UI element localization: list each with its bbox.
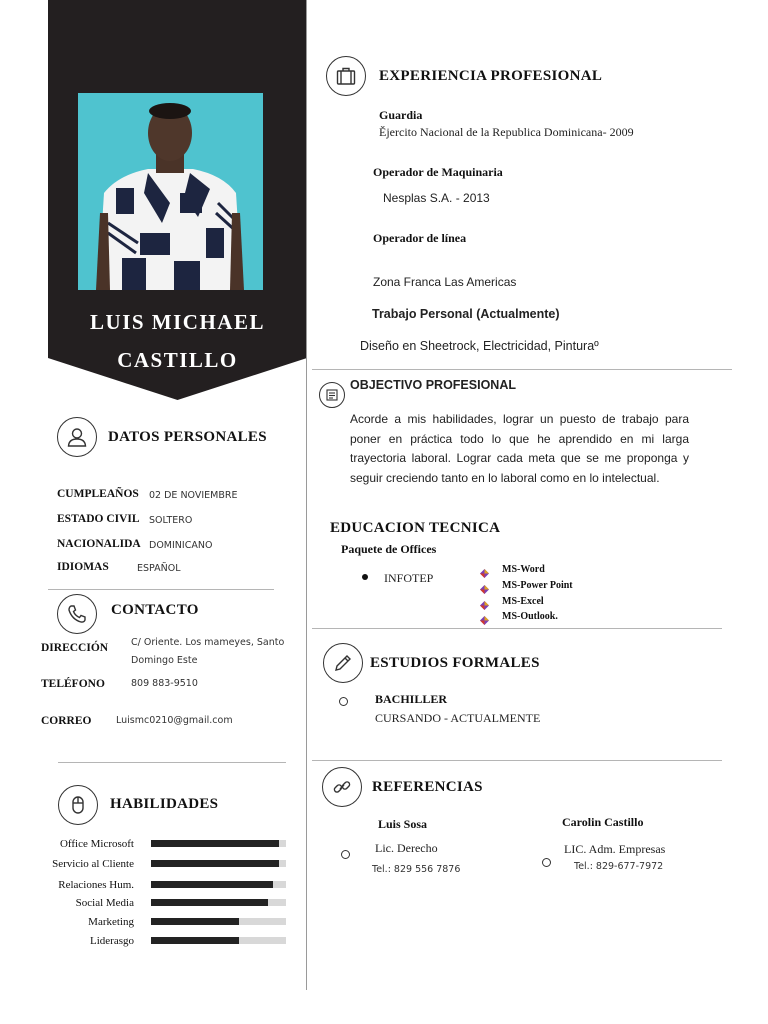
skill-bar-track <box>151 840 286 847</box>
objective-title: OBJECTIVO PROFESIONAL <box>350 378 516 392</box>
phone-label: TELÉFONO <box>41 678 105 690</box>
bullet-diamond-icon <box>480 581 488 589</box>
objective-text: Acorde a mis habilidades, lograr un puesto de trabajo para poner en práctica todo lo que he aprendido en mi larga trayectoria laboral. Lograr cada meta que se me proponga y seguir creciendo tanto en lo laboral como en lo intelectual. <box>350 412 689 485</box>
job-1-detail: Ějercito Nacional de la Republica Dominicana- 2009 <box>379 125 634 139</box>
marital-label: ESTADO CIVIL <box>57 513 140 525</box>
pencil-icon <box>323 643 363 683</box>
last-name: CASTILLO <box>117 348 238 372</box>
address-label: DIRECCIÓN <box>41 642 109 654</box>
skill-label: Social Media <box>75 897 134 909</box>
job-3-title: Operador de línea <box>373 231 467 245</box>
profile-photo <box>78 93 263 290</box>
ref-1-phone: Tel.: 829 556 7876 <box>372 864 461 875</box>
first-name: LUIS MICHAEL <box>90 310 265 334</box>
email-value: Luismc0210@gmail.com <box>116 715 233 726</box>
nationality-label: NACIONALIDA <box>57 538 141 550</box>
ref-2-bullet <box>542 858 551 867</box>
bullet-diamond-icon <box>480 565 488 573</box>
languages-value: ESPAÑOL <box>137 563 181 574</box>
contact-title: CONTACTO <box>111 602 199 618</box>
formal-bullet <box>339 697 348 706</box>
briefcase-icon <box>326 56 366 96</box>
job-4-title: Trabajo Personal (Actualmente) <box>372 307 560 321</box>
nationality-value: DOMINICANO <box>149 540 213 551</box>
bullet-diamond-icon <box>480 597 488 605</box>
divider-tech <box>312 628 722 629</box>
office-item: MS-Word <box>502 564 545 575</box>
experience-title: EXPERIENCIA PROFESIONAL <box>379 68 603 84</box>
skill-label: Servicio al Cliente <box>52 858 134 870</box>
skill-label: Liderasgo <box>90 935 134 947</box>
birthday-value: 02 DE NOVIEMBRE <box>149 490 238 501</box>
office-item: MS-Outlook. <box>502 611 558 622</box>
divider-experience <box>312 369 732 370</box>
job-4-detail: Diseño en Sheetrock, Electricidad, Pinturaº <box>360 339 599 353</box>
references-title: REFERENCIAS <box>372 779 483 795</box>
skill-label: Relaciones Hum. <box>58 879 134 891</box>
tech-education-subtitle: Paquete de Offices <box>341 542 437 556</box>
skill-bar-track <box>151 918 286 925</box>
address-line2: Domingo Este <box>131 655 198 666</box>
tech-institution: INFOTEP <box>384 571 434 585</box>
skill-bar-fill <box>151 860 279 867</box>
ref-1-bullet <box>341 850 350 859</box>
ref-2-role: LIC. Adm. Empresas <box>564 842 666 856</box>
skill-label: Marketing <box>88 916 134 928</box>
job-1-title: Guardia <box>379 108 423 122</box>
birthday-label: CUMPLEAÑOS <box>57 488 139 500</box>
personal-title: DATOS PERSONALES <box>108 429 267 445</box>
document-icon <box>319 382 345 408</box>
skill-label: Office Microsoft <box>59 838 134 850</box>
mouse-icon <box>58 785 98 825</box>
link-icon <box>322 767 362 807</box>
skill-bar-track <box>151 899 286 906</box>
office-item: MS-Power Point <box>502 580 573 591</box>
skill-bar-fill <box>151 918 239 925</box>
job-3-detail: Zona Franca Las Americas <box>373 275 517 289</box>
ref-1-role: Lic. Derecho <box>375 841 438 855</box>
divider-personal <box>48 589 274 590</box>
ref-2-phone: Tel.: 829-677-7972 <box>574 861 664 872</box>
skill-bar-fill <box>151 840 279 847</box>
skill-bar-fill <box>151 881 273 888</box>
skill-bar-track <box>151 860 286 867</box>
user-icon <box>57 417 97 457</box>
bullet-diamond-icon <box>480 612 488 620</box>
divider-contact <box>58 762 286 763</box>
ref-2-name: Carolin Castillo <box>562 815 644 829</box>
phone-icon <box>57 594 97 634</box>
column-divider <box>306 0 307 990</box>
divider-formal <box>312 760 722 761</box>
address-line1: C/ Oriente. Los mameyes, Santo <box>131 637 285 648</box>
skill-bar-fill <box>151 899 268 906</box>
formal-status: CURSANDO - ACTUALMENTE <box>375 711 541 725</box>
phone-value: 809 883-9510 <box>131 678 198 689</box>
job-2-detail: Nesplas S.A. - 2013 <box>383 191 490 205</box>
tech-education-title: EDUCACION TECNICA <box>330 520 501 536</box>
bullet-dot <box>362 574 368 580</box>
office-item: MS-Excel <box>502 596 544 607</box>
job-2-title: Operador de Maquinaria <box>373 165 503 179</box>
languages-label: IDIOMAS <box>57 561 109 573</box>
marital-value: SOLTERO <box>149 515 193 526</box>
email-label: CORREO <box>41 715 92 727</box>
ref-1-name: Luis Sosa <box>378 817 428 831</box>
formal-degree: BACHILLER <box>375 692 448 706</box>
skill-bar-fill <box>151 937 239 944</box>
skills-title: HABILIDADES <box>110 796 219 812</box>
skill-bar-track <box>151 881 286 888</box>
skill-bar-track <box>151 937 286 944</box>
formal-title: ESTUDIOS FORMALES <box>370 655 540 671</box>
